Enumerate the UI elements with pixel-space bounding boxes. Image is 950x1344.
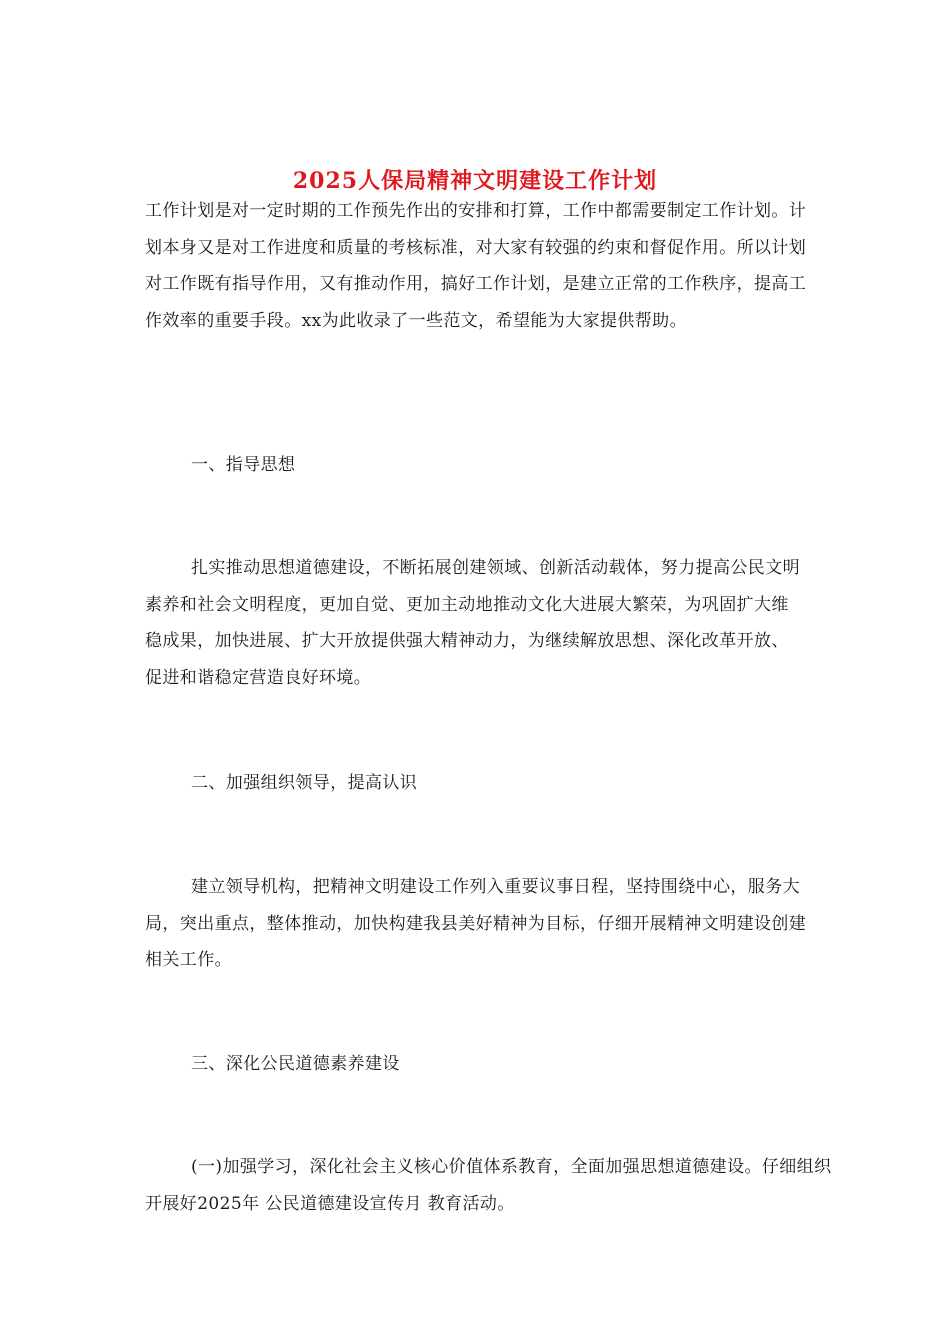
section-heading-organization-leadership: 二、加强组织领导，提高认识 (191, 773, 418, 793)
section-heading-guiding-ideology: 一、指导思想 (191, 455, 296, 475)
section-body-organization-leadership: 建立领导机构，把精神文明建设工作列入重要议事日程，坚持围绕中心，服务大局，突出重点，整体推动，加快构建我县美好精神为目标，仔细开展精神文明建设创建相关工作。 (145, 877, 807, 970)
section-heading-civic-morality: 三、深化公民道德素养建设 (191, 1054, 400, 1074)
page-title: 2025人保局精神文明建设工作计划 (292, 167, 658, 194)
section-body-guiding-ideology: 扎实推动思想道德建设，不断拓展创建领域、创新活动载体，努力提高公民文明素养和社会文明程度，更加自觉、更加主动地推动文化大进展大繁荣，为巩固扩大维稳成果，加快进展、扩大开放提供强大精神动力，为继续解放思想、深化改革开放、促进和谐稳定营造良好环境。 (145, 558, 800, 688)
intro-paragraph: 工作计划是对一定时期的工作预先作出的安排和打算，工作中都需要制定工作计划。计划本身又是对工作进度和质量的考核标准，对大家有较强的约束和督促作用。所以计划对工作既有指导作用，又有推动作用，搞好工作计划，是建立正常的工作秩序，提高工作效率的重要手段。xx为此收录了一些范文，希望能为大家提供帮助。 (145, 201, 807, 331)
section-body-civic-morality: (一)加强学习，深化社会主义核心价值体系教育，全面加强思想道德建设。仔细组织开展好2025年 公民道德建设宣传月 教育活动。 (145, 1157, 832, 1214)
